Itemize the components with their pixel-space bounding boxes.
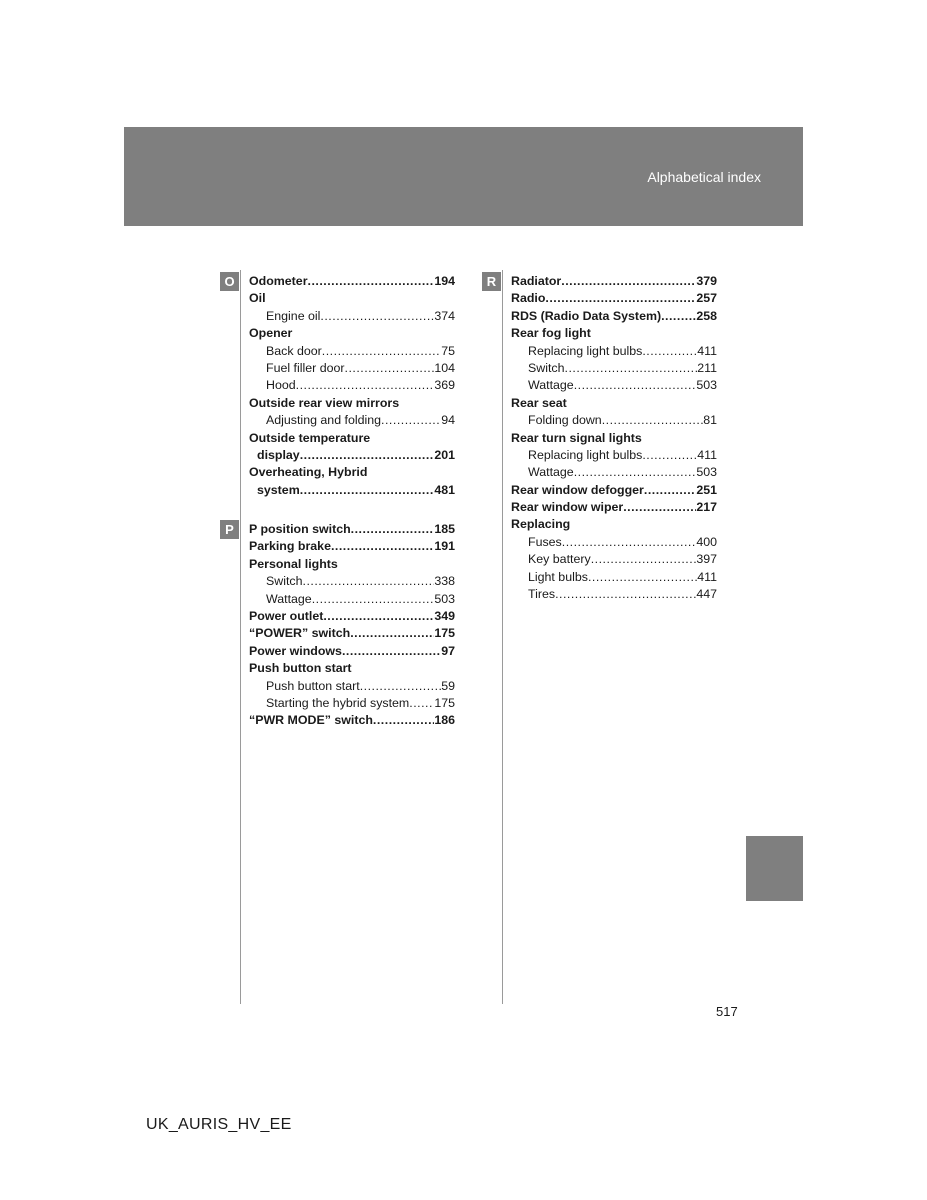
index-entry: Power outlet ..... 349 — [249, 608, 455, 625]
index-heading: Opener — [249, 326, 293, 341]
section-letter-p: P — [220, 520, 239, 539]
section-title: Alphabetical index — [647, 169, 761, 185]
index-subentry: Hood ..... 369 — [249, 377, 455, 394]
index-subentry: Fuel filler door ..... 104 — [249, 360, 455, 377]
index-entry: RDS (Radio Data System) ..... 258 — [511, 308, 717, 325]
index-entry: display ..... 201 — [249, 447, 455, 464]
index-heading: Replacing — [511, 517, 571, 532]
index-heading: Rear fog light — [511, 326, 591, 341]
index-heading: Oil — [249, 291, 266, 306]
index-heading: Outside rear view mirrors — [249, 395, 400, 410]
index-subentry: Light bulbs ..... 411 — [511, 569, 717, 586]
page-number: 517 — [716, 1004, 738, 1019]
column-rule-right — [502, 270, 503, 1004]
index-heading: Push button start — [249, 661, 352, 676]
index-section-r — [511, 273, 717, 603]
index-subentry: Adjusting and folding ..... 94 — [249, 412, 455, 429]
thumb-index-tab — [746, 836, 803, 901]
index-subentry: Push button start ..... 59 — [249, 678, 455, 695]
index-entry: “PWR MODE” switch ..... 186 — [249, 712, 455, 729]
index-subentry: Switch ..... 211 — [511, 360, 717, 377]
index-entry: Parking brake ..... 191 — [249, 538, 455, 555]
index-subentry: Replacing light bulbs ..... 411 — [511, 343, 717, 360]
index-subentry: Folding down ..... 81 — [511, 412, 717, 429]
index-subentry: Replacing light bulbs ..... 411 — [511, 447, 717, 464]
index-entry: Radiator ..... 379 — [511, 273, 717, 290]
index-entry: P position switch ..... 185 — [249, 521, 455, 538]
index-subentry: Fuses ..... 400 — [511, 534, 717, 551]
index-entry: system ..... 481 — [249, 482, 455, 499]
header-band — [124, 127, 803, 226]
index-subentry: Tires ..... 447 — [511, 586, 717, 603]
index-subentry: Wattage ..... 503 — [511, 377, 717, 394]
index-entry: “POWER” switch ..... 175 — [249, 625, 455, 642]
index-section-o — [249, 273, 455, 499]
index-subentry: Wattage ..... 503 — [249, 591, 455, 608]
index-heading: Personal lights — [249, 556, 338, 571]
index-heading: Rear turn signal lights — [511, 430, 642, 445]
index-entry: Rear window wiper ..... 217 — [511, 499, 717, 516]
index-subentry: Back door ..... 75 — [249, 343, 455, 360]
section-letter-o: O — [220, 272, 239, 291]
index-subentry: Key battery ..... 397 — [511, 551, 717, 568]
index-entry: Odometer ..... 194 — [249, 273, 455, 290]
column-rule-left — [240, 270, 241, 1004]
index-entry: Radio ..... 257 — [511, 290, 717, 307]
index-entry: Rear window defogger ..... 251 — [511, 482, 717, 499]
document-code: UK_AURIS_HV_EE — [146, 1116, 292, 1133]
section-letter-r: R — [482, 272, 501, 291]
index-heading: Overheating, Hybrid — [249, 465, 368, 480]
index-heading: Rear seat — [511, 395, 567, 410]
index-heading: Outside temperature — [249, 430, 371, 445]
index-subentry: Starting the hybrid system ..... 175 — [249, 695, 455, 712]
index-subentry: Switch ..... 338 — [249, 573, 455, 590]
index-subentry: Wattage ..... 503 — [511, 464, 717, 481]
index-subentry: Engine oil ..... 374 — [249, 308, 455, 325]
index-section-p — [249, 521, 455, 730]
index-entry: Power windows ..... 97 — [249, 643, 455, 660]
